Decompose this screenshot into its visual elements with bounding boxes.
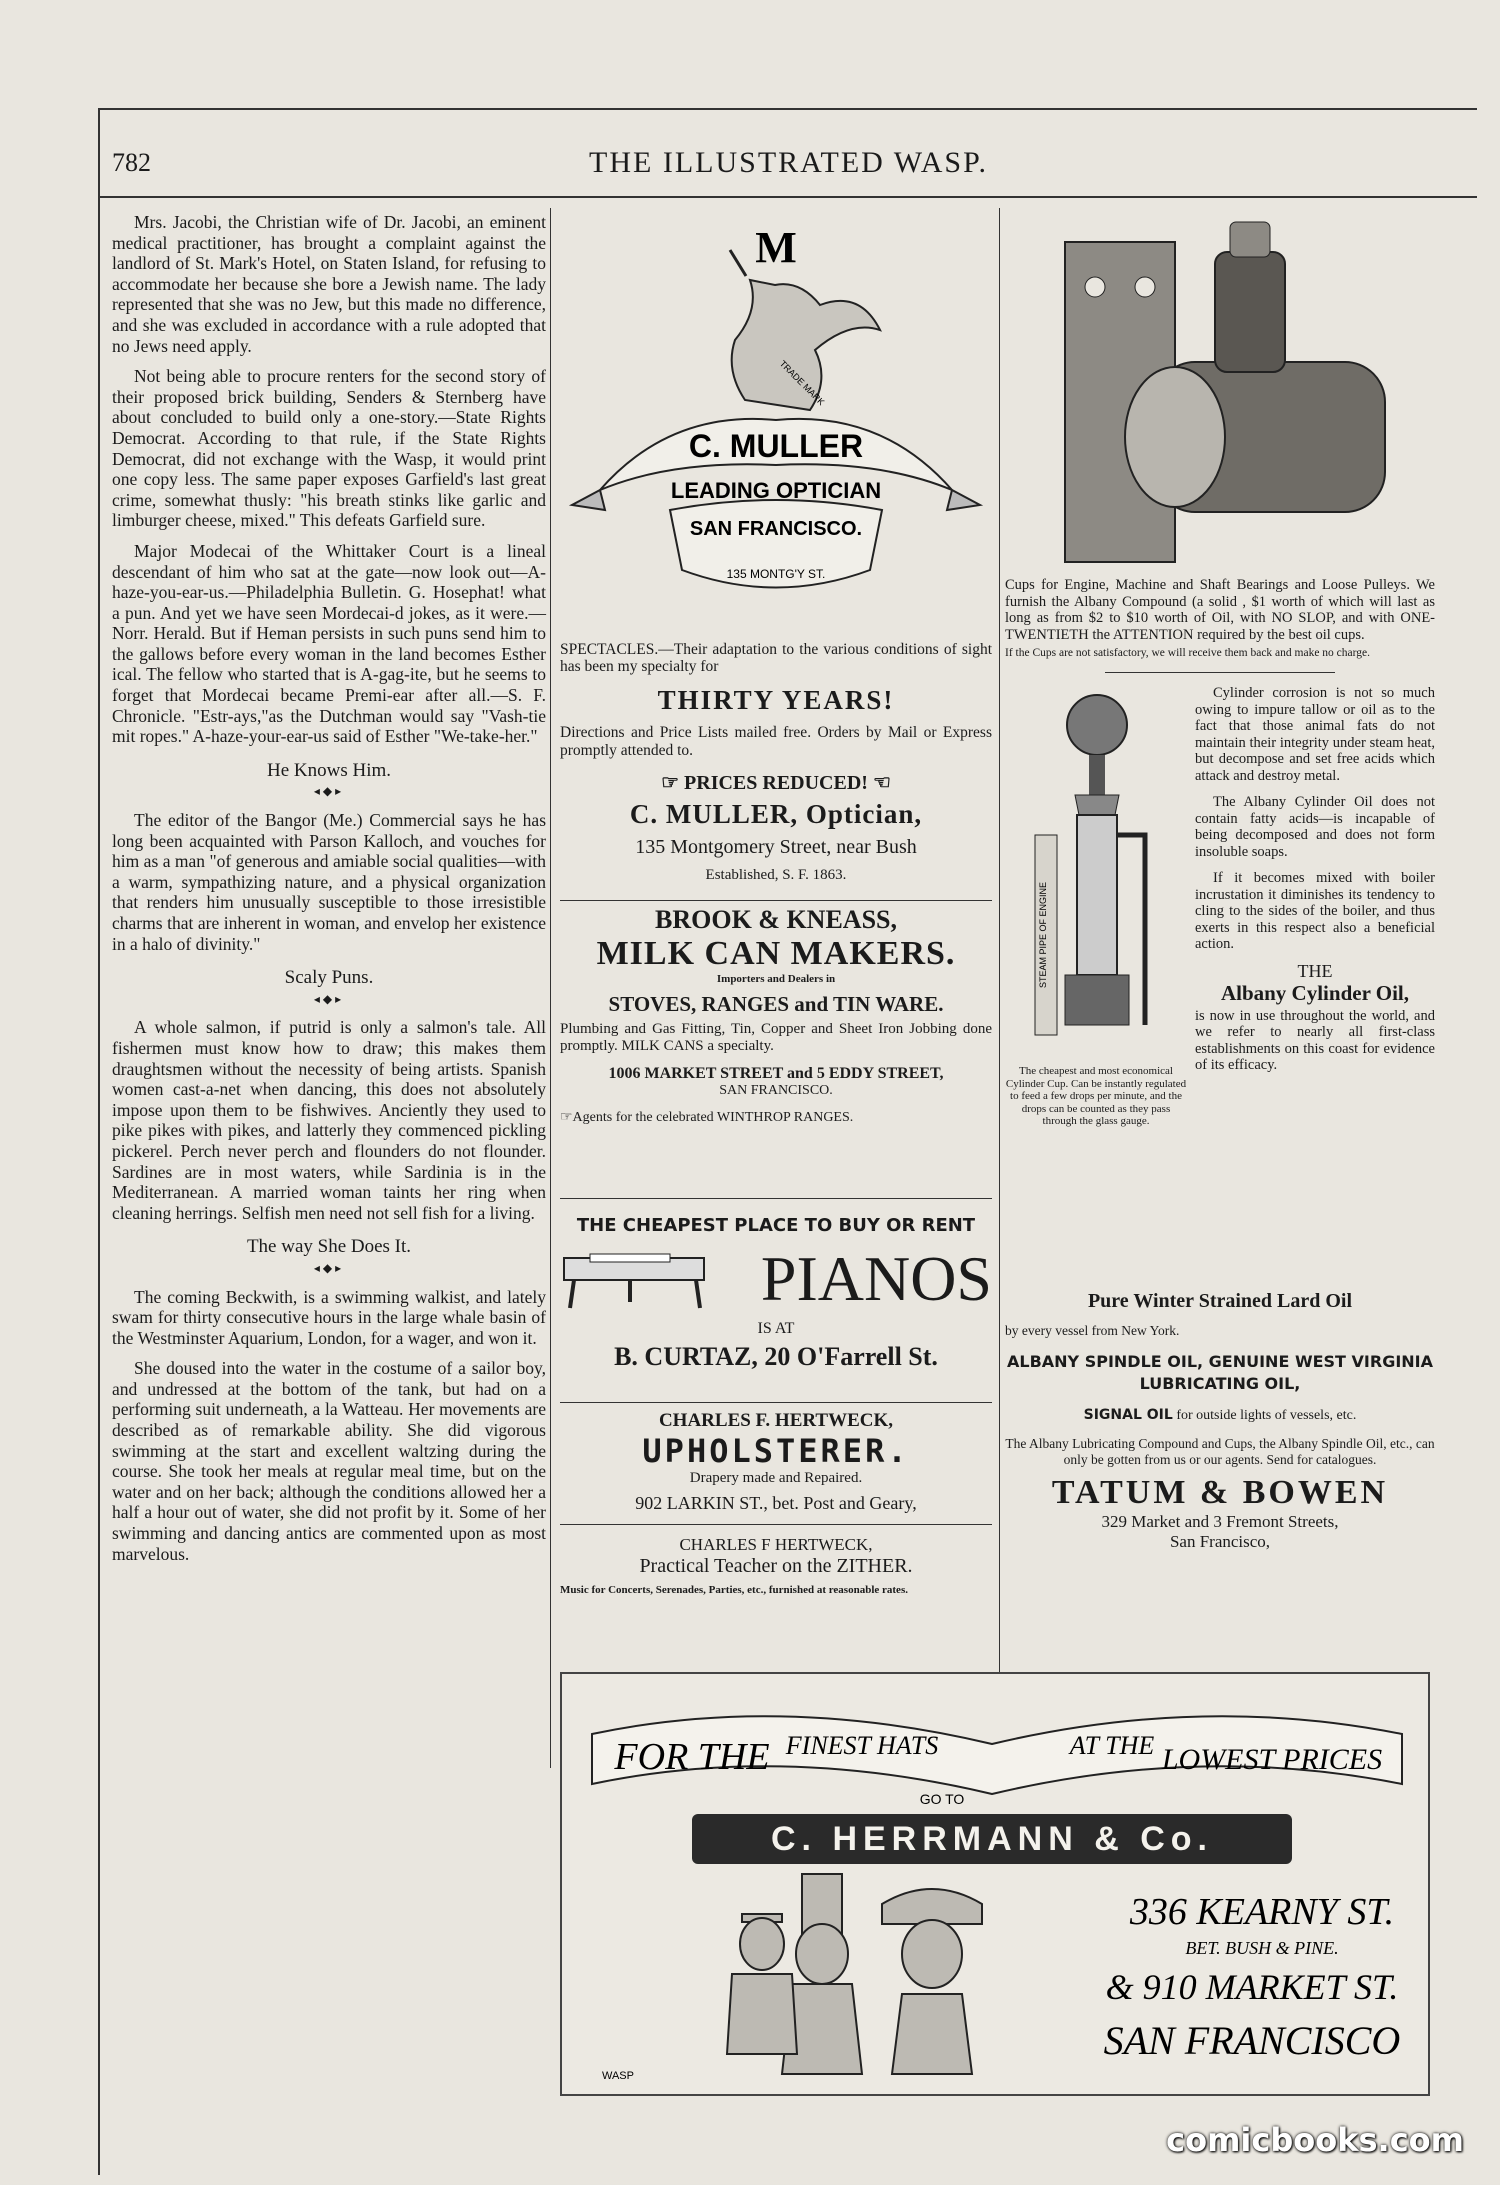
muller-directions: Directions and Price Lists mailed free. Orders by Mail or Express promptly attended to. bbox=[560, 724, 992, 759]
hertweck-trade: UPHOLSTERER. bbox=[642, 1432, 910, 1470]
brook-address: 1006 MARKET STREET and 5 EDDY STREET, bbox=[608, 1065, 944, 1082]
curtaz-name: B. CURTAZ, 20 O'Farrell St. bbox=[614, 1342, 938, 1371]
article-senders: Not being able to procure renters for the second story of their proposed brick building, Senders & Sternberg have about concluded to build only a one-story.—State Rights Democrat. According to that rule, if the State Rights Democrat, did not exchange with the Wasp, it would print one copy less. The same paper exposes Garfield's last great crime, somewhat thusly: "his breath stinks like garlic and limburger cheese, mixed." This defeats Garfield sure. bbox=[112, 366, 546, 531]
svg-text:C. HERRMANN & Co.: C. HERRMANN & Co. bbox=[771, 1820, 1213, 1858]
ad-divider bbox=[560, 1198, 992, 1199]
masthead: THE ILLUSTRATED WASP. bbox=[589, 146, 988, 179]
svg-text:LEADING OPTICIAN: LEADING OPTICIAN bbox=[670, 478, 882, 503]
albany-in-use: is now in use throughout the world, and we refer to nearly all first-class establishments on this coast for evidence of its efficacy. bbox=[1195, 1007, 1435, 1073]
albany-the: THE bbox=[1297, 960, 1333, 981]
svg-text:135 MONTG'Y ST.: 135 MONTG'Y ST. bbox=[726, 567, 826, 581]
unicorn-logo-icon bbox=[560, 210, 992, 630]
ornament-divider: ◂◆▸ bbox=[313, 784, 345, 799]
albany-spindle: ALBANY SPINDLE OIL, GENUINE WEST VIRGINIA LUBRICATING OIL, bbox=[1006, 1352, 1433, 1393]
albany-compound: The Albany Lubricating Compound and Cups, the Albany Spindle Oil, etc., can only be gotten from us or our agents. Send for catalogues. bbox=[1005, 1436, 1435, 1467]
brook-plumbing: Plumbing and Gas Fitting, Tin, Copper and Sheet Iron Jobbing done promptly. MILK CANS a specialty. bbox=[560, 1021, 992, 1054]
svg-text:FOR THE: FOR THE bbox=[614, 1736, 770, 1778]
hertweck-name-2: CHARLES F HERTWECK, bbox=[679, 1535, 873, 1554]
albany-signal: for outside lights of vessels, etc. bbox=[1176, 1408, 1357, 1423]
brook-importers: Importers and Dealers in bbox=[716, 973, 836, 985]
albany-oil-ad bbox=[1005, 212, 1435, 1551]
ad-divider bbox=[1105, 672, 1335, 673]
header-rule bbox=[100, 196, 1477, 198]
article-kalloch: The editor of the Bangor (Me.) Commercial says he has long been acquainted with Parson Kalloch, and vouches for him as a man "of generous and amiable social qualities—with a warm, sympathizing nature, and a physical organization that renders him unusually susceptible to those irresistible charms that are inherent in woman, and envelop her existence in a halo of divinity." bbox=[112, 810, 546, 954]
svg-text:FINEST HATS: FINEST HATS bbox=[785, 1731, 939, 1760]
hertweck-address: 902 LARKIN ST., bet. Post and Geary, bbox=[635, 1493, 917, 1513]
albany-no-acids: The Albany Cylinder Oil does not contain fatty acids—is incapable of being decomposed and does not form insoluble soaps. bbox=[1195, 794, 1435, 860]
ad-divider bbox=[560, 1402, 992, 1403]
brook-name: BROOK & KNEASS, bbox=[655, 905, 897, 934]
svg-text:STEAM PIPE OF ENGINE: STEAM PIPE OF ENGINE bbox=[1038, 881, 1048, 989]
heading-scaly-puns: Scaly Puns. bbox=[284, 967, 374, 989]
svg-text:WASP: WASP bbox=[602, 2070, 634, 2082]
svg-text:C. MULLER: C. MULLER bbox=[688, 428, 864, 464]
tatum-bowen: TATUM & BOWEN bbox=[1051, 1474, 1389, 1511]
figures-illustration bbox=[727, 1874, 982, 2074]
article-scaly-puns: A whole salmon, if putrid is only a salmon's tale. All fishermen must know how to draw; this makes them draughtsmen without the necessity of being artists. Spanish women cast-a-net when dancing, this does not absolutely impose upon them to be fishwives. Anciently they used to pike pikes with pikes, and latterly they commenced pickling pickerel. Perch never perch and flounders do not flounder. Sardines are in most waters, while Sardinia is in the Mediterranean. A married woman taints her ring when cleaning herrings. Selfish men need not sell fish for a living. bbox=[112, 1017, 546, 1223]
column-divider-1 bbox=[550, 208, 551, 1768]
ad-divider bbox=[560, 1524, 992, 1525]
brook-kneass-ad bbox=[560, 905, 992, 1126]
svg-text:LOWEST PRICES: LOWEST PRICES bbox=[1161, 1743, 1383, 1776]
curtaz-is-at: IS AT bbox=[757, 1320, 795, 1337]
svg-text:SAN FRANCISCO: SAN FRANCISCO bbox=[1103, 2018, 1401, 2063]
article-mordecai: Major Modecai of the Whittaker Court is a lineal descendant of him who sat at the gate—now look out—A-haze-you-ear-us.—Philadelphia Bulletin. G. Hosephat! what a pun. And yet we have seen Mordecai-d jokes, as it were.—Norr. Herald. But if Heman persists in such puns send him to the gallows before every woman in the land becomes Esther ical. The fellow who started that is A-gag-ite, but he seems to forget that Mordecai became Premi-ear after all.—S. F. Chronicle. "Estr-ays,"as the Dutchman would say "Vash-tie mit ropes." A-haze-your-ear-us said of Esther "We-take-her." bbox=[112, 540, 546, 747]
albany-cups-text: Cups for Engine, Machine and Shaft Bearings and Loose Pulleys. We furnish the Albany Compound (a solid , $1 worth of which will last as long as from $2 to $10 worth of Oil, with NO SLOP, and with ONE-TWENTIETH the ATTENTION required by the best oil cups. bbox=[1005, 577, 1435, 643]
albany-mixed: If it becomes mixed with boiler incrustation it diminishes its tendency to cling to the sides of the boiler, and thus exerts in this respect also a beneficial action. bbox=[1195, 870, 1435, 952]
svg-text:& 910 MARKET ST.: & 910 MARKET ST. bbox=[1105, 1967, 1399, 2007]
curtaz-pianos-ad bbox=[560, 1215, 992, 1372]
article-column bbox=[112, 212, 546, 1574]
svg-text:SAN FRANCISCO.: SAN FRANCISCO. bbox=[689, 518, 863, 540]
ornament-divider: ◂◆▸ bbox=[313, 1260, 345, 1275]
albany-signal-label: SIGNAL OIL bbox=[1083, 1407, 1173, 1423]
albany-guarantee: If the Cups are not satisfactory, we will receive them back and make no charge. bbox=[1005, 647, 1370, 659]
brook-trade: MILK CAN MAKERS. bbox=[596, 935, 956, 972]
curtaz-cheapest: THE CHEAPEST PLACE TO BUY OR RENT bbox=[576, 1215, 976, 1236]
svg-text:336 KEARNY ST.: 336 KEARNY ST. bbox=[1129, 1891, 1395, 1933]
page-number: 782 bbox=[112, 148, 151, 177]
muller-established: Established, S. F. 1863. bbox=[705, 867, 847, 883]
tatum-address: 329 Market and 3 Fremont Streets, bbox=[1101, 1512, 1339, 1531]
brook-city: SAN FRANCISCO. bbox=[719, 1083, 833, 1098]
svg-text:M: M bbox=[755, 223, 797, 272]
muller-spectacles-text: SPECTACLES.—Their adaptation to the various conditions of sight has been my specialty for bbox=[560, 641, 992, 675]
heading-he-knows-him: He Knows Him. bbox=[266, 759, 392, 781]
albany-corrosion: Cylinder corrosion is not so much owing to impure tallow or oil as to the fact that those animal fats do not maintain their integrity under steam heat, but decompose and set free acids which attack and destroy metal. bbox=[1195, 685, 1435, 784]
ad-divider bbox=[560, 900, 992, 901]
hertweck-drapery: Drapery made and Repaired. bbox=[689, 1470, 863, 1486]
muller-thirty-years: THIRTY YEARS! bbox=[657, 685, 895, 715]
oil-cup-illustration-icon bbox=[1005, 212, 1435, 572]
muller-address: 135 Montgomery Street, near Bush bbox=[635, 836, 917, 858]
albany-lard-sub: by every vessel from New York. bbox=[1005, 1323, 1180, 1338]
cylinder-cup-caption: The cheapest and most economical Cylinder Cup. Can be instantly regulated to feed a few drops per minute, and the drops can be counted as they pass through the glass gauge. bbox=[1005, 1065, 1187, 1127]
herrmann-hats-ad bbox=[560, 1672, 1430, 2096]
ornament-divider: ◂◆▸ bbox=[313, 991, 345, 1006]
hertweck-ad bbox=[560, 1410, 992, 1597]
svg-text:AT THE: AT THE bbox=[1069, 1731, 1155, 1760]
cylinder-cup-icon bbox=[1005, 685, 1190, 1105]
curtaz-pianos: PIANOS bbox=[760, 1243, 992, 1314]
column-divider-2 bbox=[999, 208, 1000, 1778]
page-header bbox=[100, 110, 1477, 188]
muller-prices-reduced: ☞ PRICES REDUCED! ☜ bbox=[661, 772, 891, 794]
svg-text:GO TO: GO TO bbox=[919, 1791, 965, 1807]
article-beckwith-2: She doused into the water in the costume of a sailor boy, and undressed at the bottom of the tank, but had on a performing suit underneath, a la Watteau. Her movements are described as of remarkable ability. She did vigorous swimming at the start and excellent waltzing during the course. She took her meals at regular meal time, but on the water and on her back; although the conditions allowed her a half a hour out of water, she did not profit by it. Some of her swimming and dancing antics are commented upon as most marvelous. bbox=[112, 1358, 546, 1564]
hertweck-zither: Practical Teacher on the ZITHER. bbox=[639, 1555, 913, 1577]
hertweck-music: Music for Concerts, Serenades, Parties, etc., furnished at reasonable rates. bbox=[560, 1584, 908, 1596]
heading-way-she-does-it: The way She Does It. bbox=[246, 1236, 412, 1258]
albany-oil-title: Albany Cylinder Oil, bbox=[1220, 981, 1410, 1005]
hat-ad-illustration bbox=[562, 1674, 1428, 2094]
svg-text:TRADE MARK: TRADE MARK bbox=[777, 358, 827, 408]
svg-text:BET. BUSH & PINE.: BET. BUSH & PINE. bbox=[1185, 1938, 1339, 1958]
muller-optician-ad bbox=[560, 210, 992, 884]
tatum-city: San Francisco, bbox=[1169, 1532, 1271, 1551]
hertweck-name: CHARLES F. HERTWECK, bbox=[658, 1410, 894, 1431]
muller-name: C. MULLER, Optician, bbox=[629, 799, 923, 829]
brook-stoves: STOVES, RANGES and TIN WARE. bbox=[608, 992, 944, 1016]
article-beckwith-1: The coming Beckwith, is a swimming walkist, and lately swam for thirty consecutive hours in the large whale basin of the Westminster Aquarium, London, for a wager, and won it. bbox=[112, 1286, 546, 1348]
piano-icon bbox=[560, 1250, 710, 1312]
article-jacobi: Mrs. Jacobi, the Christian wife of Dr. Jacobi, an eminent medical practitioner, has brought a complaint against the landlord of St. Mark's Hotel, on Staten Island, for refusing to accommodate her because she bore a Jewish name. The lady represented that she was no Jew, but this made no difference, and she was excluded in accordance with a rule adopted that no Jews need apply. bbox=[112, 212, 546, 356]
watermark: comicbooks.com bbox=[1166, 2121, 1464, 2159]
albany-lard-oil: Pure Winter Strained Lard Oil bbox=[1087, 1290, 1353, 1312]
brook-agents: ☞Agents for the celebrated WINTHROP RANGES. bbox=[560, 1110, 854, 1125]
